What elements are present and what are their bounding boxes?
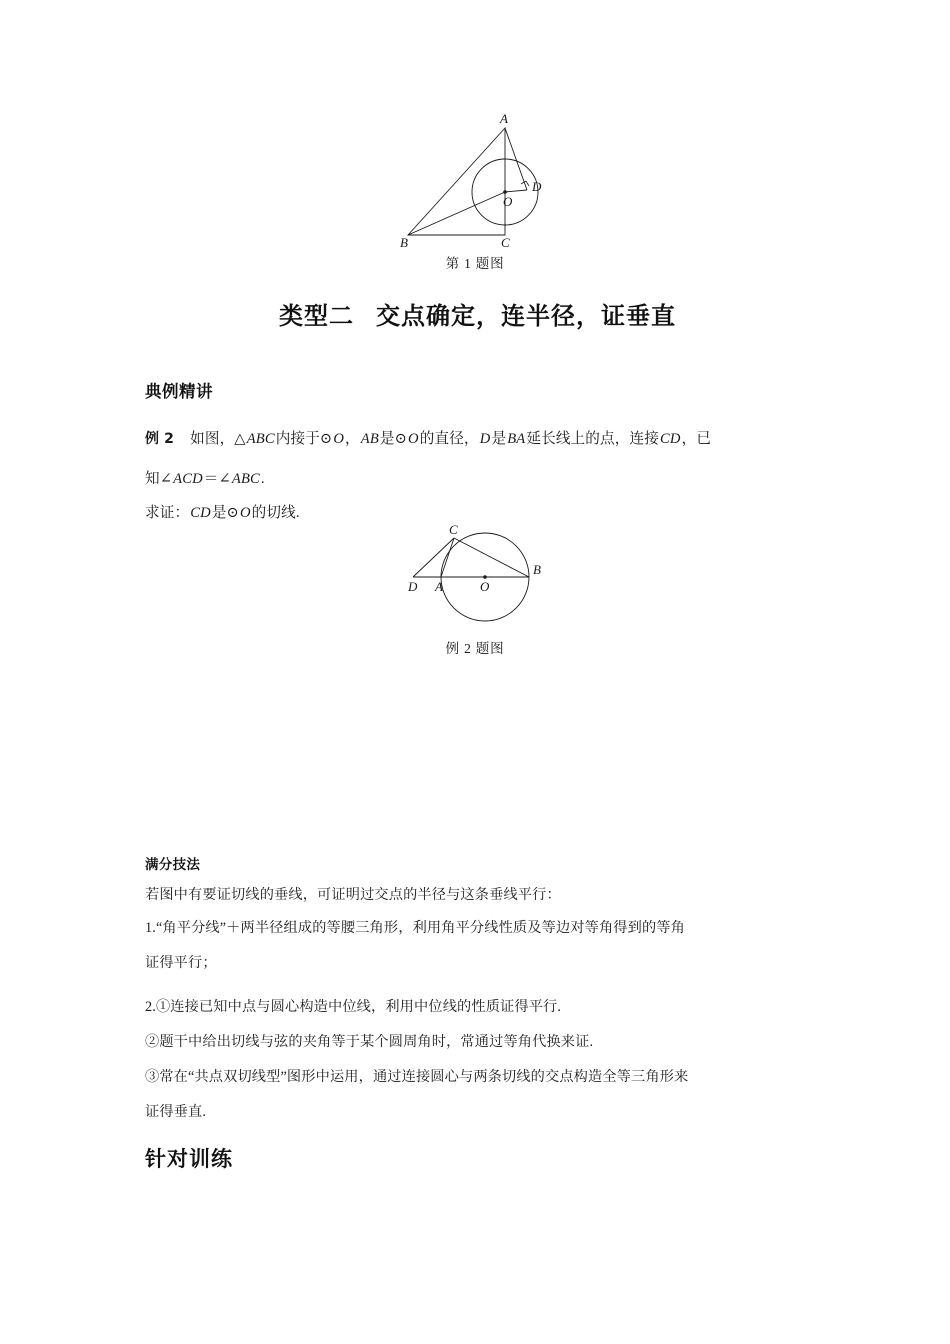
example-l1-h: ，已 [681,431,712,447]
example-l3-a: 求证： [145,505,190,521]
example-label: 例 2 [145,431,175,447]
figure-2-label-o: O [480,579,490,594]
example-l1-ab: AB [360,431,379,447]
figure-1-drawing [330,110,620,250]
figure-2-caption: 例 2 题图 [445,641,505,656]
section-heading-dianli-jingjiang: 典例精讲 [145,382,213,401]
figure-1-label-c: C [501,235,510,250]
example-l2-c: . [260,471,265,487]
example-l2-acd: ACD [173,471,203,487]
example-l3-c: 的切线. [251,505,300,521]
figure-1 [330,110,620,272]
example-l2-abc: ABC [231,471,260,487]
example-l1-b: 内接于⊙ [275,431,333,447]
figure-2-label-c: C [449,522,458,537]
tips-item-3: ②题干中给出切线与弦的夹角等于某个圆周角时，常通过等角代换来证. [145,1034,594,1050]
example-l1-g: 延长线上的点，连接 [526,431,660,447]
section-heading-zhendui-xunlian: 针对训练 [145,1147,233,1171]
example-l1-dd: D [479,431,491,447]
tips-item-2: 2.①连接已知中点与圆心构造中位线，利用中位线的性质证得平行. [145,999,562,1015]
figure-1-label-b: B [400,235,408,250]
type-heading-prefix: 类型二 [279,302,354,330]
example-l3-o: O [239,505,251,521]
example-l2-b: ＝∠ [203,471,231,487]
figure-2-drawing [330,522,620,635]
section-heading-manfen-jifa: 满分技法 [145,857,201,873]
figure-1-label-d: D [532,179,542,194]
tips-item-4-part-2: 证得垂直. [145,1104,207,1120]
type-heading-title: 交点确定，连半径，证垂直 [376,302,676,330]
example-l2-a: 知∠ [145,471,173,487]
example-line-2 [145,467,813,488]
type-heading [145,296,810,331]
segment-od [505,190,527,192]
example-l1-cd: CD [660,431,681,447]
example-l1-abc: ABC [246,431,275,447]
triangle-abc [408,128,505,235]
segment-cb [454,538,529,577]
figure-2-label-d: D [408,579,418,594]
figure-2-label-a: A [435,579,443,594]
example-l1-a: 如图，△ [190,431,246,447]
example-l1-o2: O [408,431,419,447]
example-line-3 [145,501,813,522]
example-line-1 [145,427,813,448]
figure-1-caption: 第 1 题图 [445,256,505,271]
figure-2-label-b: B [533,562,541,577]
example-l3-b: 是⊙ [211,505,239,521]
tips-intro: 若图中有要证切线的垂线，可证明过交点的半径与这条垂线平行： [145,887,561,903]
example-l1-c: ， [345,431,360,447]
figure-1-label-o: O [503,194,513,209]
example-l1-e: 的直径， [419,431,479,447]
figure-1-label-a: A [500,111,508,126]
tips-item-4-part-1: ③常在“共点双切线型”图形中运用，通过连接圆心与两条切线的交点构造全等三角形来 [145,1069,689,1085]
segment-bo [408,192,505,235]
figure-2 [330,522,620,657]
example-l1-f: 是 [491,431,507,447]
tips-item-1-part-1: 1.“角平分线”＋两半径组成的等腰三角形，利用角平分线性质及等边对等角得到的等角 [145,920,685,936]
tips-item-1-part-2: 证得平行； [145,955,217,971]
example-l1-o1: O [333,431,345,447]
example-l3-cd: CD [190,505,211,521]
example-l1-d: 是⊙ [379,431,408,447]
example-l1-ba: BA [507,431,526,447]
